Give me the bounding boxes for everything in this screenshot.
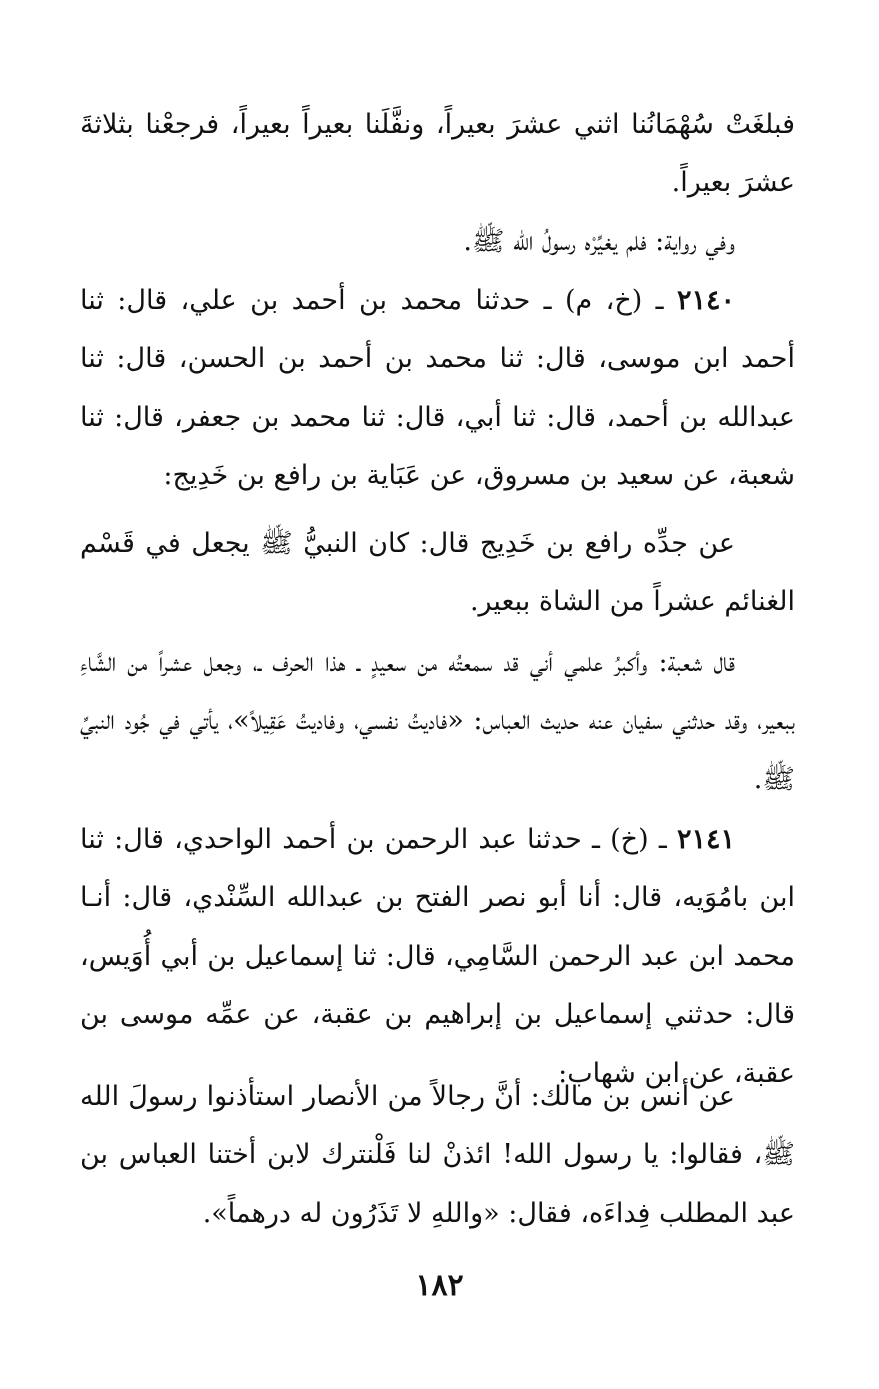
hadith-2140-matn [80,515,795,632]
hadith-2141-matn [80,1068,795,1243]
paragraph-text: عن جدِّه رافع بن خَدِيج قال: كان النبيُّ ﷺ يجعل في قَسْم الغنائم عشراً من الشاة ببعير. [80,528,795,618]
paragraph-text: وفي رواية: فلم يغيِّرْه رسولُ الله ﷺ. [463,226,735,257]
paragraph-text: فبلغَتْ سُهْمَانُنا اثني عشرَ بعيراً، ونفَّلَنا بعيراً بعيراً، فرجعْنا بثلاثةَ عشرَ بعيراً. [80,109,795,199]
hadith-number: ٢١٤٠ [676,285,735,316]
hadith-2141-isnad [80,811,795,1103]
paragraph-text: ـ (خ، م) ـ حدثنا محمد بن أحمد بن علي، قال: ثنا أحمد ابن موسى، قال: ثنا محمد بن أحمد بن الحسن، قال: ثنا عبدالله بن أحمد، قال: ثنا أبي، قال: ثنا محمد بن جعفر، قال: ثنا شعبة، عن سعيد بن مسروق، عن عَبَاية بن رافع بن خَدِيج: [80,285,795,492]
paragraph-text: قال شعبة: وأكبرُ علمي أني قد سمعتُه من سعيدٍ ـ هذا الحرف ـ، وجعل عشراً من الشَّاءِ ببعير، وقد حدثني سفيان عنه حديث العباس: «فاديتُ نفسي، وفاديتُ عَقِيلاً»، يأتي في جُود النبيِّ ﷺ. [80,647,795,795]
shuba-comment [80,634,795,809]
paragraph-text: ـ (خ) ـ حدثنا عبد الرحمن بن أحمد الواحدي، قال: ثنا ابن بامُوَيه، قال: أنا أبو نصر الفتح بن عبدالله السِّنْدي، قال: أنـا محمد ابن عبد الرحمن السَّامِي، قال: ثنا إسماعيل بن أبي أُوَيس، قال: حدثني إسماعيل بن إبراهيم بن عقبة، عن عمِّه موسى بن عقبة، عن ابن شهاب: [80,824,795,1089]
hadith-2140-isnad [80,272,795,506]
paragraph-narration-variant [80,213,795,271]
page-number: ١٨٢ [415,1268,464,1303]
paragraph-text: عن أنس بن مالك: أنَّ رجالاً من الأنصار استأذنوا رسولَ الله ﷺ، فقالوا: يا رسول الله! ائذنْ لنا فَلْنترك لابن أختنا العباس بن عبد المطلب فِداءَه، فقال: «واللهِ لا تَذَرُون له درهماً». [80,1081,795,1229]
paragraph-continuation [80,96,795,213]
hadith-number: ٢١٤١ [676,824,735,855]
